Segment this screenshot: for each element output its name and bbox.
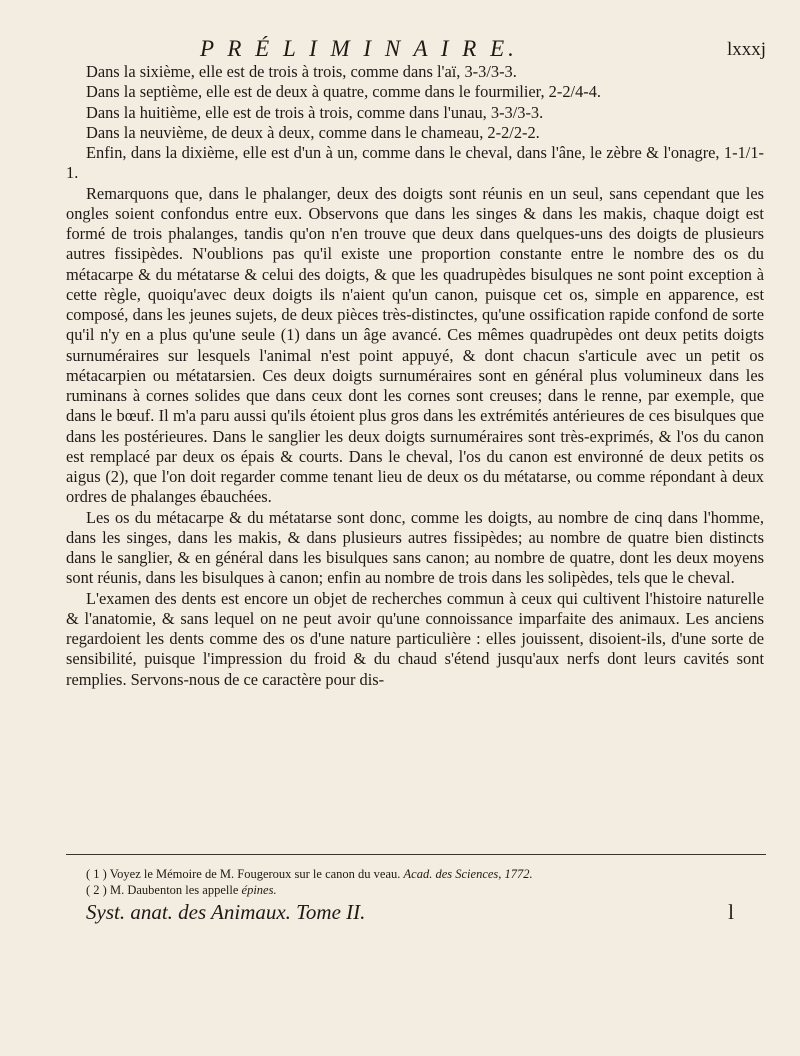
footnotes bbox=[86, 866, 756, 898]
signature-text: Syst. anat. des Animaux. Tome II. bbox=[86, 900, 366, 924]
paragraph-dixieme: Enfin, dans la dixième, elle est d'un à un, comme dans le cheval, dans l'âne, le zèbre & l'onagre, 1-1/1-1. bbox=[66, 143, 764, 183]
footnote-2-term: épines. bbox=[241, 883, 277, 897]
footnote-1-publication: Acad. des Sciences, 1772. bbox=[403, 867, 533, 881]
page-number: lxxxj bbox=[726, 39, 766, 60]
running-title: P R É L I M I N A I R E. bbox=[200, 36, 518, 61]
footnote-2-text: ( 2 ) M. Daubenton les appelle bbox=[86, 883, 239, 897]
paragraph-les-os: Les os du métacarpe & du métatarse sont donc, comme les doigts, au nombre de cinq dans l'homme, dans les singes, dans les makis, & dans plusieurs autres fissipèdes; au nombre de quatre bien distincts dans le sanglier, & en général dans les bisulques sans canon; au nombre de quatre, dont les deux moyens sont réunis, dans les bisulques à canon; enfin au nombre de trois dans les solipèdes, tels que le cheval. bbox=[66, 507, 764, 588]
body-text bbox=[66, 62, 764, 690]
page-header bbox=[66, 36, 766, 64]
signature-mark: l bbox=[728, 900, 734, 924]
footnote-1 bbox=[86, 866, 756, 882]
paragraph-septieme: Dans la septième, elle est de deux à quatre, comme dans le fourmilier, 2-2/4-4. bbox=[86, 82, 602, 102]
paragraph-sixieme: Dans la sixième, elle est de trois à trois, comme dans l'aï, 3-3/3-3. bbox=[86, 62, 517, 81]
footnote-2 bbox=[86, 882, 756, 898]
footnote-1-text: ( 1 ) Voyez le Mémoire de M. Fougeroux sur le canon du veau. bbox=[86, 867, 401, 881]
paragraph-neuvieme: Dans la neuvième, de deux à deux, comme dans le chameau, 2-2/2-2. bbox=[86, 122, 540, 142]
paragraph-huitieme: Dans la huitième, elle est de trois à trois, comme dans l'unau, 3-3/3-3. bbox=[86, 102, 544, 122]
paragraph-remarquons: Remarquons que, dans le phalanger, deux des doigts sont réunis en un seul, sans cependant que les ongles soient confondus entre eux. Observons que dans les singes & dans les makis, chaque doigt est formé de trois phalanges, tandis qu'on n'en trouve que deux dans quelques-uns des doigts de plusieurs autres fissipèdes. N'oublions pas qu'il existe une proportion constante entre le nombre des os du métacarpe & du métatarse & celui des doigts, & que les quadrupèdes bisulques ne sont point exception à cette règle, quoiqu'avec deux doigts ils n'aient qu'un canon, puisque cet os, simple en apparence, est composé, dans les jeunes sujets, de deux pièces très-distinctes, qu'une ossification rapide confond de sorte qu'il n'y en a plus qu'une seule (1) dans un âge avancé. Ces mêmes quadrupèdes ont deux petits doigts surnuméraires sur lesquels l'animal n'est point appuyé, & dont chacun s'articule avec un petit os métacarpien ou métatarsien. Ces deux doigts surnuméraires sont en général plus volumineux dans les ruminans à cornes solides que dans ceux dont les cornes sont creuses; dans le renne, par exemple, que dans le bœuf. Il m'a paru aussi qu'ils étoient plus gros dans les extrémités antérieures de ces bisulques que dans les postérieures. Dans le sanglier les deux doigts surnuméraires sont très-exprimés, & l'os du canon est remplacé par deux os épais & courts. Dans le cheval, l'os du canon est environné de deux petits os aigus (2), que l'on doit regarder comme tenant lieu de deux os du métatarse, ou comme répondant à deux ordres de phalanges ébauchées. bbox=[66, 183, 764, 507]
printer-signature bbox=[86, 900, 766, 926]
paragraph-examen-dents: L'examen des dents est encore un objet de recherches commun à ceux qui cultivent l'histoire naturelle & l'anatomie, & sans lequel on ne peut avoir qu'une connoissance imparfaite des animaux. Les anciens regardoient les dents comme des os d'une nature particulière : elles jouissent, disoient-ils, d'une sorte de sensibilité, puisque l'impression du froid & du chaud s'étend jusqu'aux nerfs dont leurs cavités sont remplies. Servons-nous de ce caractère pour dis- bbox=[66, 588, 764, 689]
footnote-rule bbox=[66, 854, 766, 855]
